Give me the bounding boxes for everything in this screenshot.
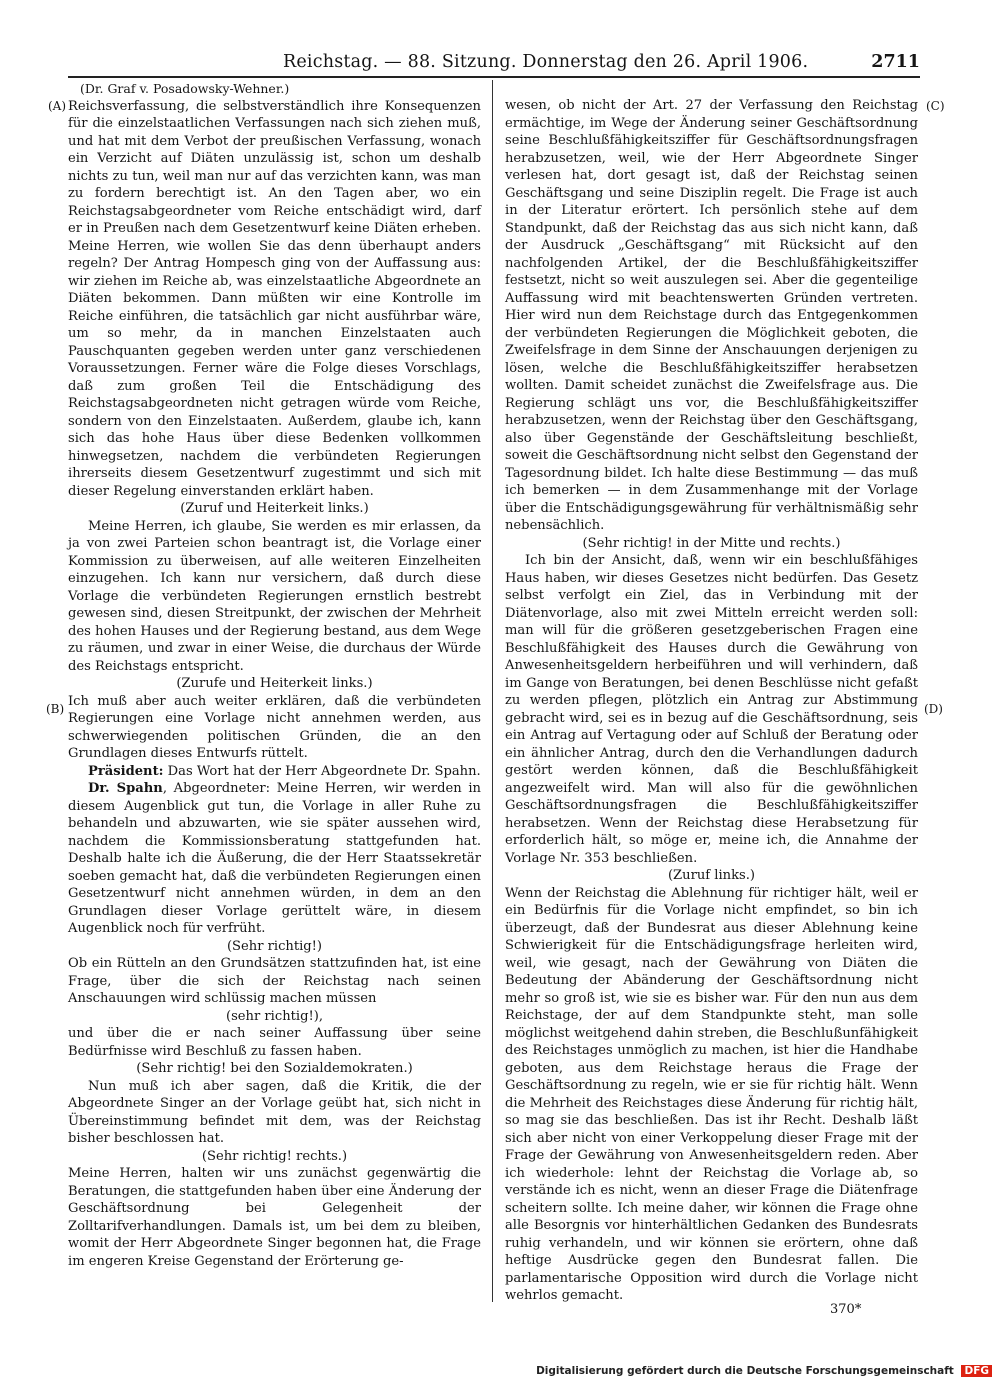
- dfg-logo: DFG: [961, 1365, 992, 1377]
- paragraph: Reichsverfassung, die selbstverständlich ihre Konsequenzen für die einzelstaatlichen Verfassungen nach sich ziehen muß, und hat mit dem Verbot der preußischen Verfassung, wonach ein Verzicht auf Diäten unzulässig ist, schon um deshalb nichts zu tun, weil man nur auf das verzichten kann, was man zu fordern berechtigt ist. An den Tagen aber, wo ein Reichstagsabgeordneter vom Reiche entschädigt wird, darf er in Preußen nach dem Gesetzentwurf keine Diäten erheben. Meine Herren, wie wollen Sie das denn überhaupt anders regeln? Der Antrag Hompesch ging von der Auffassung aus: wir ziehen im Reiche ab, was einzelstaatliche Abgeordnete an Diäten bekommen. Dann müßten wir eine Kontrolle im Reiche einführen, die tatsächlich gar nicht ausführbar wäre, um so mehr, da in manchen Einzelstaaten auch Pauschquanten gegeben werden unter ganz verschiedenen Voraussetzungen. Ferner wäre die Folge dieses Vorschlags, daß zum großen Teil die Entschädigung des Reichstagsabgeordneten nicht getragen würde vom Reiche, sondern von den Einzelstaaten. Außerdem, glaube ich, kann sich das hohe Haus über diese Bedenken vollkommen hinwegsetzen, nachdem die verbündeten Regierungen ihrerseits diesem Gesetzentwurf zugestimmt und sich mit dieser Regelung einverstanden erklärt haben.: [68, 98, 481, 499]
- interjection: (Zuruf links.): [667, 868, 756, 883]
- president-paragraph: [68, 763, 481, 781]
- paragraph: Wenn der Reichstag die Ablehnung für richtiger hält, weil er ein Bedürfnis für die Vorlage nicht empfindet, so bin ich überzeugt, daß der Bundesrat aus dieser Ablehnung keine Schwierigkeit für die Entschädigungsfrage herleiten wird, weil, wie gesagt, nach der Gewährung von Diäten die Bedeutung der Abänderung der Geschäftsordnung nicht mehr so groß ist, wie sie es bisher war. Für den nun aus dem Reichstage, der auf dem Standpunkte steht, man solle möglichst weitgehend dahin streben, die Beschlußunfähigkeit des Reichstages unmöglich zu machen, ist hier die Handhabe geboten, aus dem Reichstage heraus die Frage der Geschäftsordnung zu regeln, wie er sie für richtig hält. Wenn die Mehrheit des Reichstages diese Änderung für richtig hält, so mag sie das beschließen. Das ist ihr Recht. Deshalb läßt sich aber nicht von einer Verkoppelung dieser Frage mit der Frage der Gewährung von Anwesenheitsgeldern reden. Aber ich wiederhole: lehnt der Reichstag die Vorlage ab, so verstände ich es nicht, wenn an dieser Frage die Diätenfrage scheitern sollte. Ich meine daher, wir können die Frage ohne alle Besorgnis vor hinterhältlichen Gedanken des Bundesrats ruhig verhandeln, und wir können sie erörtern, ohne daß heftige Ausdrücke gegen den Bundesrat fallen. Die parlamentarische Opposition wird durch die Vorlage nicht wehrlos gemacht.: [505, 885, 918, 1303]
- speaker-tag: (Dr. Graf v. Posadowsky-Wehner.): [80, 81, 290, 96]
- margin-letter-d: (D): [924, 702, 943, 716]
- spahn-text: , Abgeordneter: Meine Herren, wir werden in diesem Augenblick gut tun, die Vorlage in aller Ruhe zu behandeln und abzuwarten, wie sie später aussehen wird, nachdem die Kommissionsberatung stattgefunden hat. Deshalb halte ich die Äußerung, die der Herr Staatssekretär soeben gemacht hat, daß die verbündeten Regierungen einen Gesetzentwurf nicht annehmen würden, in dem an den Grundlagen dieser Vorlage gerüttelt wäre, in diesem Augenblick noch für verfrüht.: [68, 781, 481, 936]
- footer-text: Digitalisierung gefördert durch die Deutsche Forschungsgemeinschaft: [536, 1365, 954, 1377]
- signature-mark: 370*: [830, 1302, 862, 1317]
- president-text: Das Wort hat der Herr Abgeordnete Dr. Spahn.: [167, 763, 481, 779]
- interjection: (Zuruf und Heiterkeit links.): [180, 501, 369, 516]
- margin-letter-a: (A): [48, 99, 67, 113]
- interjection: (Sehr richtig!): [226, 938, 323, 954]
- paragraph: wesen, ob nicht der Art. 27 der Verfassung den Reichstag ermächtige, im Wege der Änderung seiner Geschäftsordnung seine Beschlußfähigkeitsziffer für Geschäftsordnungsfragen herabzusetzen, weil, wie der Herr Abgeordnete Singer verlesen hat, dort gesagt ist, daß der Reichstag seinen Geschäftsgang und seine Disziplin regelt. Die Frage ist auch in der Literatur erörtert. Ich persönlich stehe auf dem Standpunkt, daß der Reichstag das aus sich nicht kann, daß der Ausdruck „Geschäftsgang“ mit Rücksicht auf den nachfolgenden Artikel, der die Beschlußfähigkeitsziffer festsetzt, nicht so weit auszulegen sei. Aber die gegenteilige Auffassung wird mit beachtenswerten Gründen vertreten. Hier wird nun dem Reichstage durch das Entgegenkommen der verbündeten Regierungen die Möglichkeit geboten, die Zweifelsfrage in dem Sinne der Anschauungen derjenigen zu lösen, welche die Beschlußfähigkeitsziffer herabsetzen wollten. Damit scheidet zunächst die Zweifelsfrage aus. Die Regierung schlägt uns vor, die Beschlußfähigkeitsziffer herabzusetzen, wenn der Reichstag über den Geschäftsgang, also über Gegenstände der Geschäftsleitung beschließt, soweit die Geschäftsordnung nicht selbst den Gegenstand der Tagesordnung bildet. Ich halte diese Bestimmung — das muß ich bemerken — in dem Zusammenhange mit der Vorlage über die Entschädigungsgewährung für verhältnismäßig sehr nebensächlich.: [505, 98, 918, 533]
- footer: [536, 1365, 992, 1377]
- interjection: (sehr richtig!),: [225, 1008, 323, 1024]
- interjection: (Zurufe und Heiterkeit links.): [176, 676, 373, 691]
- page-number: 2711: [871, 52, 920, 72]
- spahn-paragraph: [68, 780, 481, 938]
- interjection: (Sehr richtig! bei den Sozialdemokraten.): [136, 1061, 413, 1076]
- speaker-name: Dr. Spahn: [88, 781, 163, 796]
- margin-letter-c: (C): [926, 99, 945, 113]
- interjection: (Sehr richtig! in der Mitte und rechts.): [582, 535, 841, 551]
- paragraph: Ob ein Rütteln an den Grundsätzen stattzufinden hat, ist eine Frage, über die sich der Reichstag nach seinen Anschauungen wird schlüssig machen müssen: [68, 956, 481, 1006]
- paragraph: Ich bin der Ansicht, daß, wenn wir ein beschlußfähiges Haus haben, wir dieses Gesetzes nicht bedürfen. Das Gesetz selbst verfolgt ein Ziel, das in Verbindung mit der Diätenvorlage, also mit zwei Mitteln erreicht werden soll: man will für die größeren gesetzgeberischen Fragen eine Beschlußfähigkeit des Hauses durch die Gewährung von Anwesenheitsgeldern herbeiführen und will verhindern, daß im Gange von Beratungen, bei denen Beschlüsse nicht gefaßt zu werden pflegen, plötzlich ein Antrag zur Abstimmung gebracht wird, sei es in bezug auf die Geschäftsordnung, seis ein Antrag auf Vertagung oder auf Schluß der Beratung oder ein ähnlicher Antrag, durch den die Verhandlungen dadurch gestört werden können, daß die Beschlußfähigkeit angezweifelt wird. Man will also für die gewöhnlichen Geschäftsordnungsfragen die Beschlußfähigkeitsziffer herabsetzen. Wenn der Reichstag diese Herabsetzung für erforderlich hält, so möge er, meine ich, die Annahme der Vorlage Nr. 353 beschließen.: [505, 553, 918, 866]
- interjection: (Sehr richtig! rechts.): [201, 1148, 348, 1164]
- page-header: [68, 52, 920, 76]
- paragraph: Nun muß ich aber sagen, daß die Kritik, die der Abgeordnete Singer an der Vorlage geübt hat, sich nicht in Übereinstimmung befindet mit dem, was der Reichstag bisher beschlossen hat.: [68, 1078, 481, 1146]
- paragraph: Ich muß aber auch weiter erklären, daß die verbündeten Regierungen eine Vorlage nicht annehmen werden, aus schwerwiegenden politischen Gründen, die an den Grundlagen dieses Entwurfs rüttelt.: [68, 693, 481, 761]
- paragraph: Meine Herren, halten wir uns zunächst gegenwärtig die Beratungen, die stattgefunden haben über eine Änderung der Geschäftsordnung bei Gelegenheit der Zolltarifverhandlungen. Damals ist, um bei dem zu bleiben, womit der Herr Abgeordnete Singer begonnen hat, die Frage im engeren Kreise Gegenstand der Erörterung ge-: [68, 1166, 481, 1269]
- column-divider: [492, 80, 493, 1302]
- margin-letter-b: (B): [46, 702, 65, 716]
- left-column: [68, 80, 481, 1270]
- running-title: Reichstag. — 88. Sitzung. Donnerstag den 26. April 1906.: [283, 52, 809, 72]
- paragraph: und über die er nach seiner Auffassung über seine Bedürfnisse wird Beschluß zu fassen haben.: [68, 1026, 481, 1059]
- header-rule: [68, 76, 920, 78]
- right-column: [505, 97, 918, 1305]
- paragraph: Meine Herren, ich glaube, Sie werden es mir erlassen, da ja von zwei Parteien schon beantragt ist, die Vorlage einer Kommission zu überweisen, auf alle weiteren Einzelheiten einzugehen. Ich kann nur versichern, daß durch diese Vorlage die verbündeten Regierungen ernstlich bestrebt gewesen sind, diesen Streitpunkt, der zwischen der Mehrheit des hohen Hauses und der Regierung bestand, aus dem Wege zu räumen, und zwar in einer Weise, die durchaus der Würde des Reichstags entspricht.: [68, 518, 481, 674]
- president-label: Präsident:: [88, 763, 164, 779]
